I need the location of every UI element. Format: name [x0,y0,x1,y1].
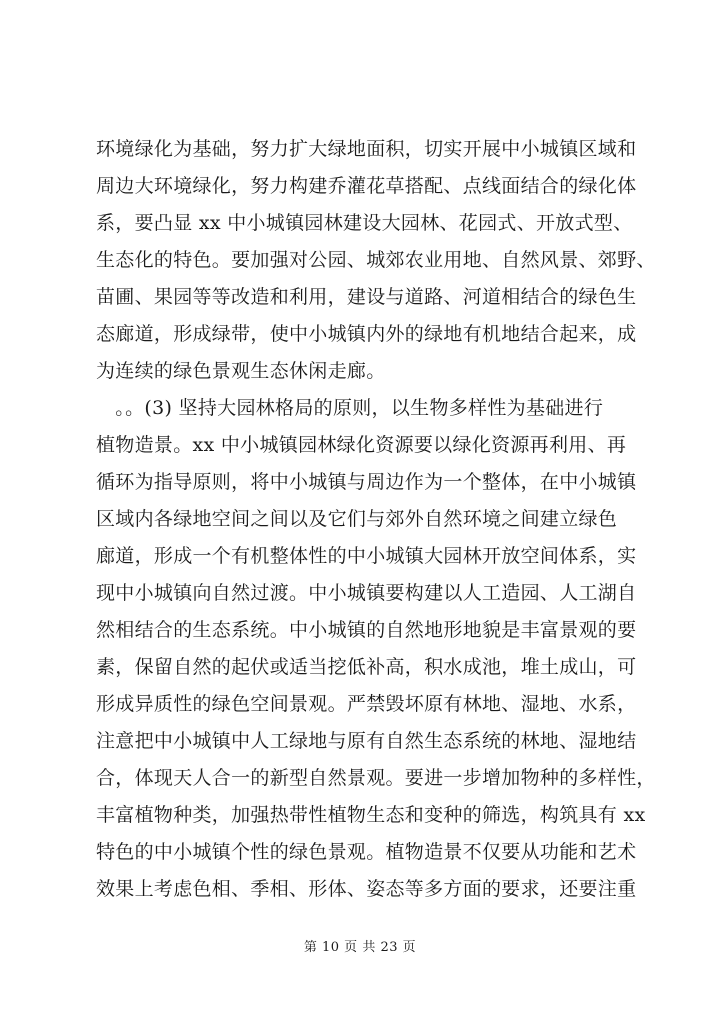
text-line: 然相结合的生态系统。中小城镇的自然地形地貌是丰富景观的要 [96,619,637,641]
text-line: 为连续的绿色景观生态休闲走廊。 [96,360,386,382]
text-line: 系，要凸显 xx 中小城镇园林建设大园林、花园式、开放式型、 [96,212,633,234]
text-line: 素，保留自然的起伏或适当挖低补高，积水成池，堆土成山，可 [96,656,637,678]
text-line: 效果上考虑色相、季相、形体、姿态等多方面的要求，还要注重 [96,878,637,900]
text-line: 环境绿化为基础，努力扩大绿地面积，切实开展中小城镇区域和 [96,138,637,160]
text-line: 注意把中小城镇中人工绿地与原有自然生态系统的林地、湿地结 [96,730,637,752]
page-number-footer: 第 10 页 共 23 页 [303,940,417,955]
text-line: 循环为指导原则，将中小城镇与周边作为一个整体，在中小城镇 [96,471,637,493]
text-line: 特色的中小城镇个性的绿色景观。植物造景不仅要从功能和艺术 [96,841,637,863]
text-line: 周边大环境绿化，努力构建乔灌花草搭配、点线面结合的绿化体 [96,175,637,197]
text-line: 。。(3) 坚持大园林格局的原则，以生物多样性为基础进行 [96,397,604,419]
text-line: 生态化的特色。要加强对公园、城郊农业用地、自然风景、郊野、 [96,249,656,271]
text-line: 态廊道，形成绿带，使中小城镇内外的绿地有机地结合起来，成 [96,323,637,345]
text-line: 形成异质性的绿色空间景观。严禁毁坏原有林地、湿地、水系， [96,693,637,715]
text-line: 廊道，形成一个有机整体性的中小城镇大园林开放空间体系，实 [96,545,637,567]
text-line: 现中小城镇向自然过渡。中小城镇要构建以人工造园、人工湖自 [96,582,637,604]
text-line: 苗圃、果园等等改造和利用，建设与道路、河道相结合的绿色生 [96,286,637,308]
text-line: 区域内各绿地空间之间以及它们与郊外自然环境之间建立绿色 [96,508,618,530]
text-line: 合，体现天人合一的新型自然景观。要进一步增加物种的多样性， [96,767,656,789]
body-text [96,131,656,908]
text-line: 植物造景。xx 中小城镇园林绿化资源要以绿化资源再利用、再 [96,434,627,456]
text-line: 丰富植物种类，加强热带性植物生态和变种的筛选，构筑具有 xx [96,804,646,826]
